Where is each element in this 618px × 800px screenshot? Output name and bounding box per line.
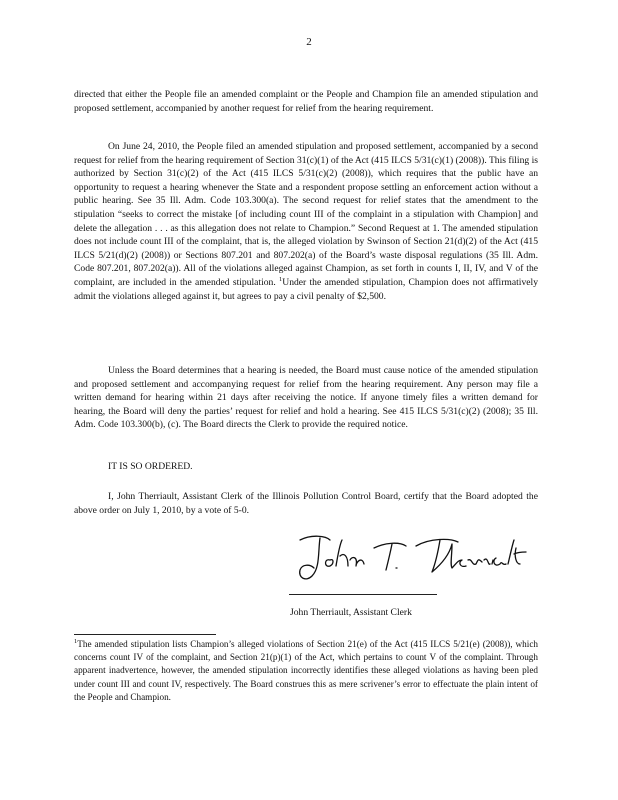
- paragraph-text-tail: Under the amended stipulation, Champion does not affirmatively admit the violations alleged against it, but agrees to pay a civil penalty of $2,500.: [74, 276, 538, 302]
- signature-line: [289, 594, 437, 595]
- paragraph-notice: [74, 364, 538, 432]
- page-number: 2: [306, 36, 312, 48]
- paragraph-text: On June 24, 2010, the People filed an amended stipulation and proposed settlement, accompanied by a second request for relief from the hearing requirement of Section 31(c)(1) of the Act (415 ILCS 5/31(c)(1) (2008)). This filing is authorized by Section 31(c)(2) of the Act (415 ILCS 5/31(c)(2) (2008)), which requires that the public have an opportunity to request a hearing whenever the State and a respondent propose settling an enforcement action without a public hearing. See 35 Ill. Adm. Code 103.300(a). The second request for relief states that the amendment to the stipulation “seeks to correct the mistake [of including count III of the complaint in a stipulation with Champion] and delete the allegation . . . as this allegation does not relate to Champion.” Second Request at 1. The amended stipulation does not include count III of the complaint, that is, the alleged violation by Swinson of Section 21(d)(2) of the Act (415 ILCS 5/21(d)(2) (2008)) or Sections 807.201 and 807.202(a) of the Board’s waste disposal regulations (35 Ill. Adm. Code 807.201, 807.202(a)). All of the violations alleged against Champion, as set forth in counts I, II, IV, and V of the complaint, are included in the amended stipulation.: [74, 141, 538, 288]
- signer-name: John Therriault, Assistant Clerk: [290, 607, 412, 618]
- footnote-divider: [74, 634, 216, 635]
- footnote: [74, 638, 538, 704]
- footnote-marker: 1: [74, 637, 78, 645]
- paragraph-continuation: [74, 88, 538, 115]
- paragraph-text: directed that either the People file an amended complaint or the People and Champion file an amended stipulation and proposed settlement, accompanied by another request for relief from the hearing requirement.: [74, 89, 538, 114]
- ordered-statement: [74, 460, 538, 474]
- certification-paragraph: [74, 490, 538, 517]
- certification-text: I, John Therriault, Assistant Clerk of the Illinois Pollution Control Board, certify that the Board adopted the above order on July 1, 2010, by a vote of 5-0.: [74, 491, 538, 516]
- ordered-text: IT IS SO ORDERED.: [108, 461, 193, 472]
- footnote-text: The amended stipulation lists Champion’s alleged violations of Section 21(e) of the Act (415 ILCS 5/21(e) (2008)), which concerns count IV of the complaint, and Section 21(p)(1) of the Act, which pertains to count V of the complaint. Through apparent inadvertence, however, the amended stipulation incorrectly identifies these alleged violations as having been pled under count III and count IV, respectively. The Board construes this as mere scrivener’s error to effectuate the plain intent of the People and Champion.: [74, 639, 538, 702]
- paragraph-amended-filing: [74, 140, 538, 303]
- handwritten-signature: [290, 530, 530, 586]
- paragraph-text: Unless the Board determines that a hearing is needed, the Board must cause notice of the amended stipulation and proposed settlement and accompanying request for relief from the hearing requirement. Any person may file a written demand for hearing within 21 days after receiving the notice. If anyone timely files a written demand for hearing, the Board will deny the parties’ request for relief and hold a hearing. See 415 ILCS 5/31(c)(2) (2008); 35 Ill. Adm. Code 103.300(b), (c). The Board directs the Clerk to provide the required notice.: [74, 365, 538, 431]
- footnote-reference[interactable]: 1: [279, 275, 283, 283]
